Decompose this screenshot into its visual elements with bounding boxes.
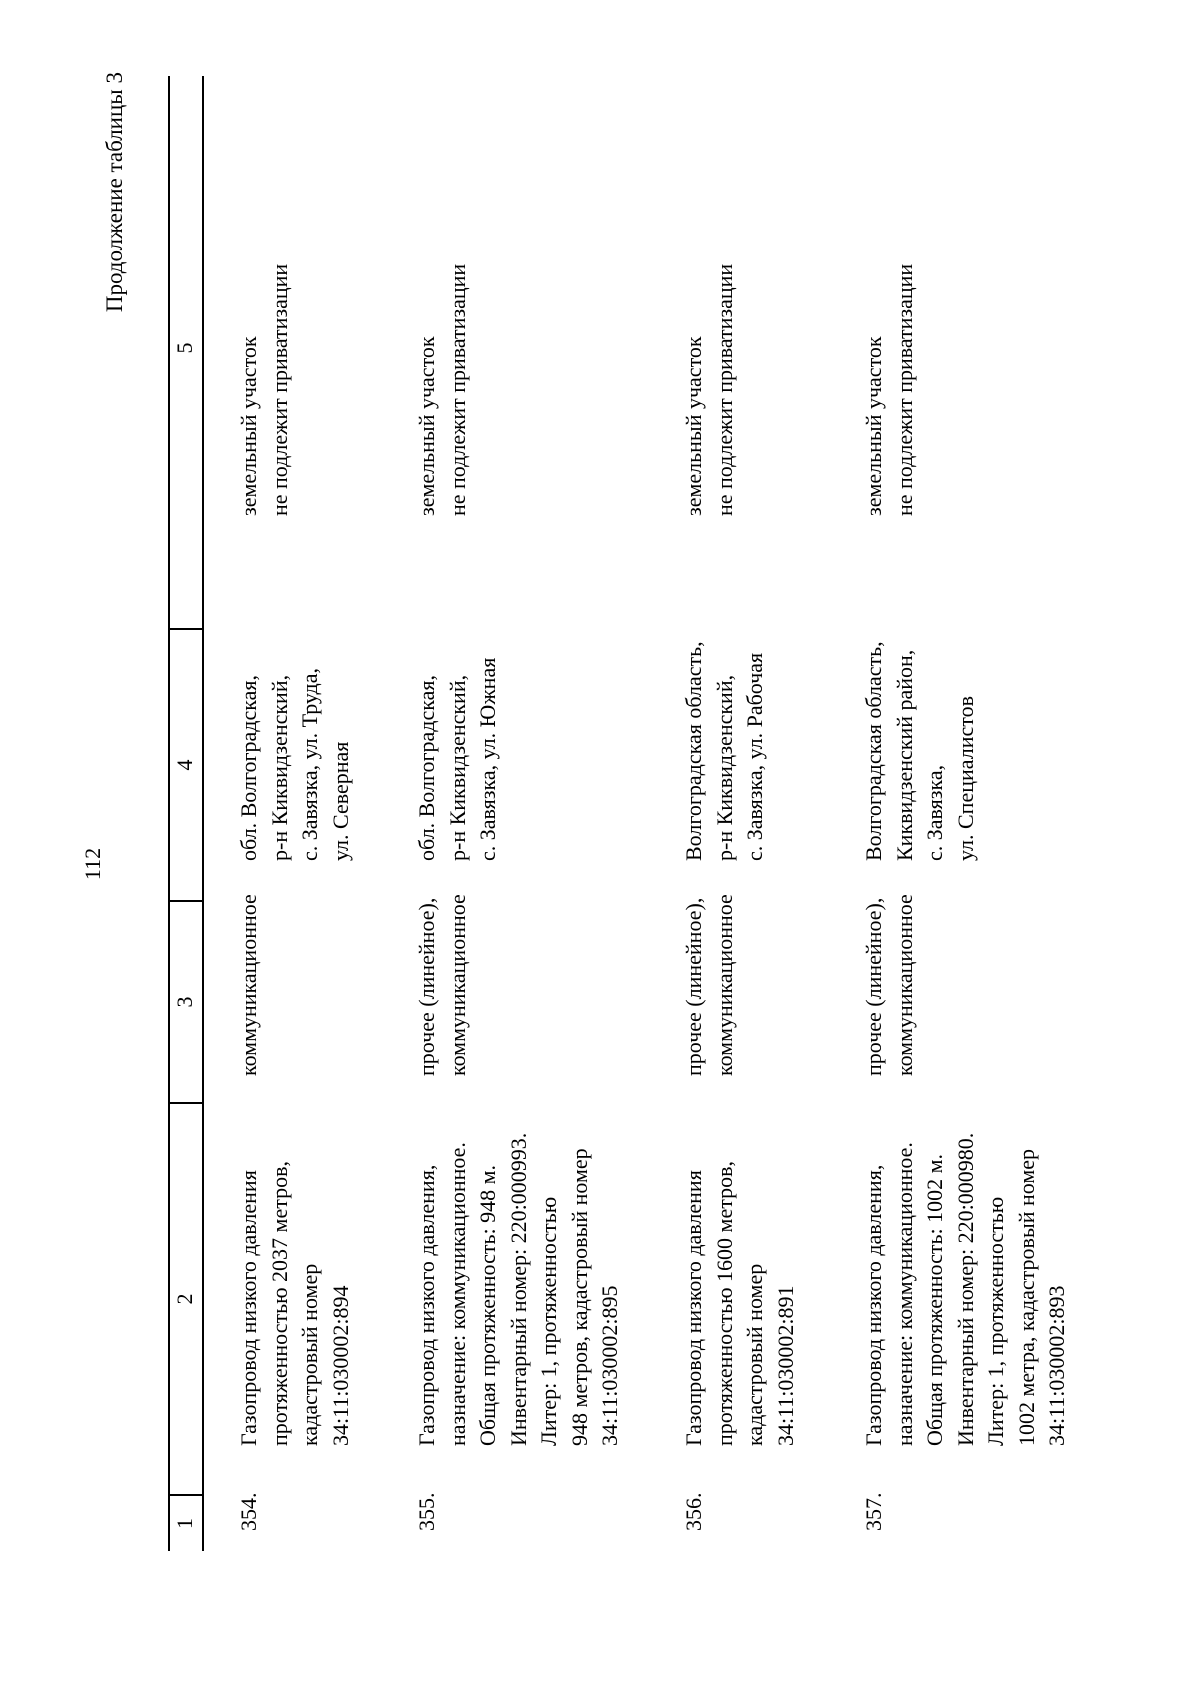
object-purpose: прочее (линейное), коммуникационное — [681, 894, 737, 1076]
object-address: Волгоградская область, р-н Киквидзенский, с. Завязка, ул. Рабочая — [681, 641, 767, 861]
row-number: 354. — [236, 1492, 261, 1531]
object-name: Газопровод низкого давления протяженностью 2037 метров, кадастровый номер 34:11:030002:894 — [236, 1160, 353, 1446]
table-row — [382, 76, 649, 1551]
row-number: 356. — [681, 1492, 706, 1531]
object-purpose: прочее (линейное), коммуникационное — [861, 894, 917, 1076]
object-purpose: прочее (линейное), коммуникационное — [414, 894, 470, 1076]
object-address: обл. Волгоградская, р-н Киквидзенский, с. Завязка, ул. Труда, ул. Северная — [236, 668, 353, 861]
page-number: 112 — [80, 847, 105, 881]
table-row — [649, 76, 829, 1551]
object-address: обл. Волгоградская, р-н Киквидзенский, с. Завязка, ул. Южная — [414, 657, 500, 861]
object-address: Волгоградская область, Киквидзенский район, с. Завязка, ул. Специалистов — [861, 641, 978, 861]
object-purpose: коммуникационное — [236, 894, 261, 1076]
table-header-row — [170, 76, 204, 1551]
column-header-5: 5 — [172, 342, 197, 354]
object-note: земельный участок не подлежит приватизации — [414, 263, 470, 516]
column-header-4: 4 — [170, 628, 202, 900]
table-row — [204, 76, 382, 1551]
object-note: земельный участок не подлежит приватизации — [236, 263, 292, 516]
object-note: земельный участок не подлежит приватизации — [861, 263, 917, 516]
column-header-3: 3 — [170, 900, 202, 1102]
row-number: 357. — [861, 1492, 886, 1531]
row-number: 355. — [414, 1492, 439, 1531]
table-row — [829, 76, 1099, 1551]
column-header-2: 2 — [170, 1102, 202, 1494]
table-continuation-caption: Продолжение таблицы 3 — [102, 72, 127, 313]
object-name: Газопровод низкого давления протяженностью 1600 метров, кадастровый номер 34:11:030002:891 — [681, 1160, 798, 1446]
column-header-1: 1 — [170, 1494, 202, 1551]
object-name: Газопровод низкого давления, назначение: коммуникационное. Общая протяженность: 1002 м. Инвентарный номер: 220:000980. Литер: 1, протяженностью 1002 метра, кадастровый номер 34:11:030002:893 — [861, 1132, 1069, 1446]
object-name: Газопровод низкого давления, назначение: коммуникационное. Общая протяженность: 948 м. Инвентарный номер: 220:000993. Литер: 1, протяженностью 948 метров, кадастровый номер 34:11:030002:895 — [414, 1132, 622, 1446]
property-table — [168, 76, 1099, 1551]
object-note: земельный участок не подлежит приватизации — [681, 263, 737, 516]
